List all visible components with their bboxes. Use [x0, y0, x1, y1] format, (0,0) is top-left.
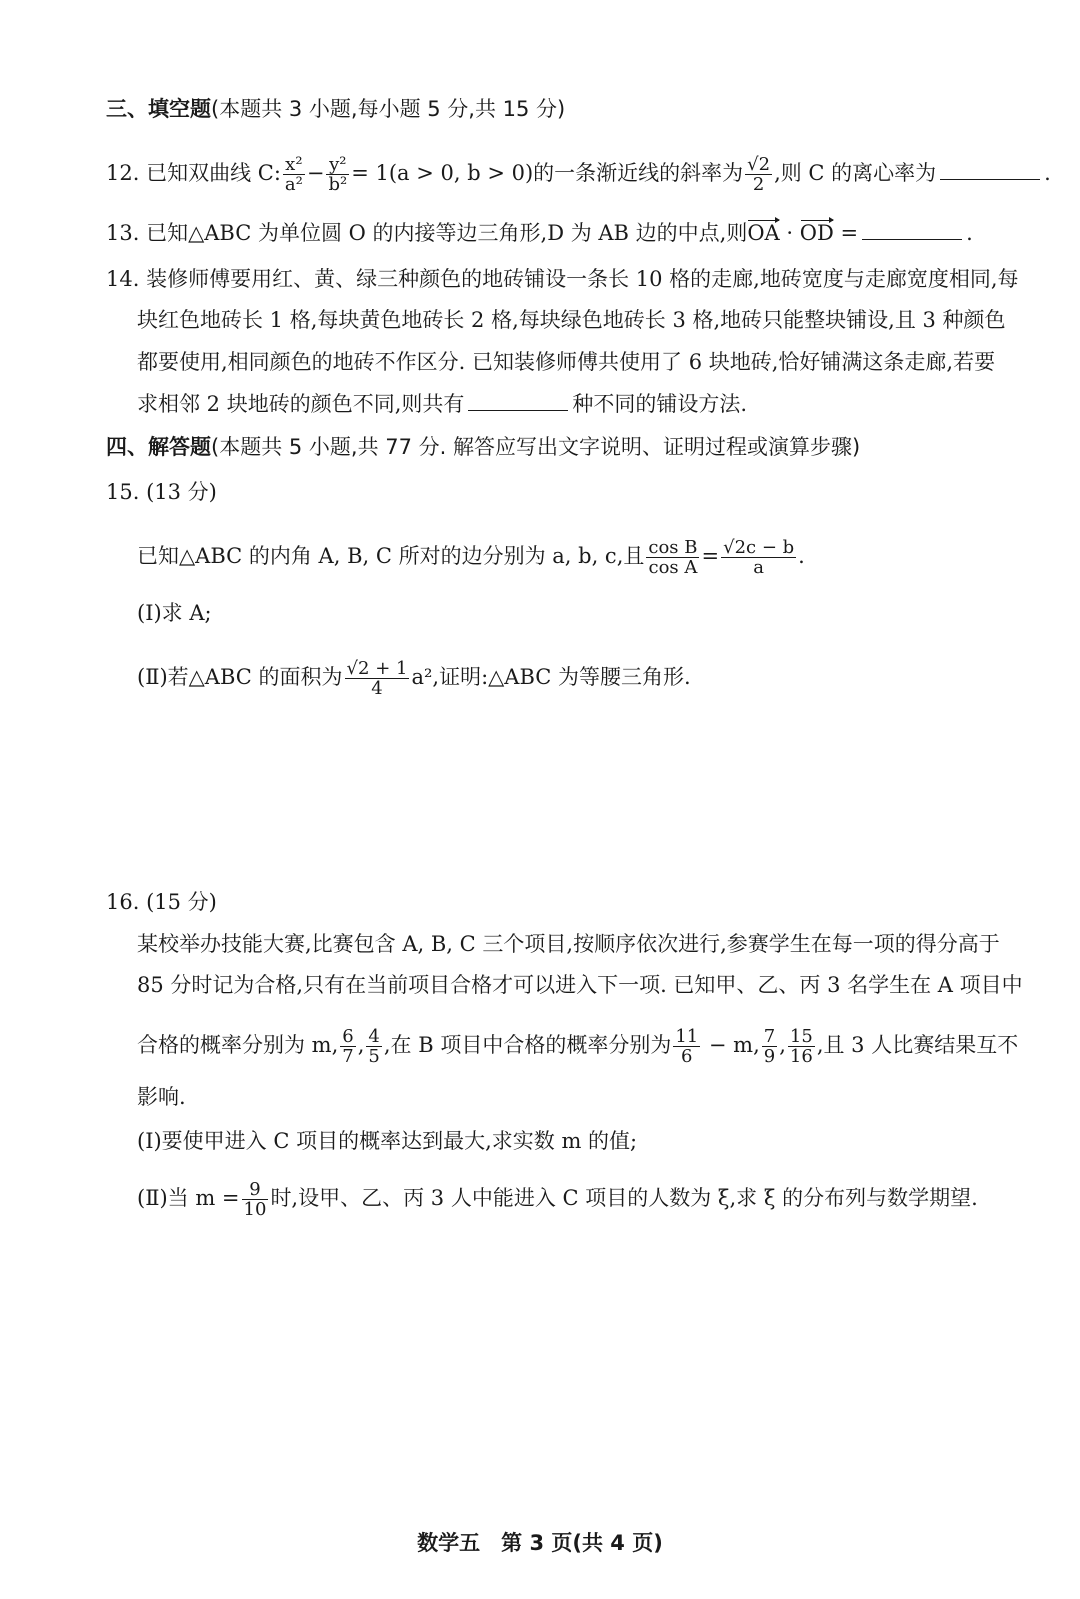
- vector-oa: OA: [747, 218, 779, 248]
- question-15-part-2: (Ⅱ)若△ABC 的面积为 $\frac{√2 + 1}{4}$ a²,证明:△ABC 为等腰三角形.: [137, 658, 691, 699]
- fraction-4-5: $\frac{4}{5}$: [368, 1026, 380, 1067]
- fraction-cosb-cosa: $\frac{\text{cos B}}{\text{cos A}}$: [648, 537, 698, 578]
- question-16-heading: 16. (15 分): [106, 890, 217, 914]
- fraction-15-16: $\frac{15}{16}$: [789, 1026, 813, 1067]
- question-16-line-3: 合格的概率分别为 m, $\frac{6}{7}$ , $\frac{4}{5}$ ,在 B 项目中合格的概率分别为 $\frac{11}{6}$ − m, $\frac{7}{9}$ , $\frac{15}{16}$ ,且 3 人比赛结果互不: [137, 1026, 1019, 1067]
- fraction-x2-a2: $\frac{\text{x²}}{\text{a²}}$: [284, 154, 303, 195]
- question-14-line-4: 求相邻 2 块地砖的颜色不同,则共有 种不同的铺设方法.: [137, 392, 748, 416]
- section-4-heading: 四、解答题(本题共 5 小题,共 77 分. 解答应写出文字说明、证明过程或演算步骤): [106, 435, 861, 459]
- answer-blank-14: [468, 392, 568, 411]
- fraction-6-7: $\frac{6}{7}$: [342, 1026, 354, 1067]
- question-12: 12. 已知双曲线 C: $\frac{\text{x²}}{\text{a²}}$ − $\frac{\text{y²}}{\text{b²}}$ = 1(a > 0, b > 0)的一条渐近线的斜率为 $\frac{√2}{2}$ ,则 C 的离心率为 .: [106, 154, 1051, 195]
- question-15-part-1: (Ⅰ)求 A;: [137, 601, 212, 625]
- vector-od: OD: [800, 218, 834, 248]
- fraction-y2-b2: $\frac{\text{y²}}{\text{b²}}$: [328, 154, 348, 195]
- question-16-line-1: 某校举办技能大赛,比赛包含 A, B, C 三个项目,按顺序依次进行,参赛学生在每一项的得分高于: [137, 932, 1000, 956]
- question-14-line-2: 块红色地砖长 1 格,每块黄色地砖长 2 格,每块绿色地砖长 3 格,地砖只能整块铺设,且 3 种颜色: [137, 308, 1006, 332]
- question-16-part-1: (Ⅰ)要使甲进入 C 项目的概率达到最大,求实数 m 的值;: [137, 1129, 638, 1153]
- question-13: 13. 已知△ABC 为单位圆 O 的内接等边三角形,D 为 AB 边的中点,则OA · OD = .: [106, 218, 973, 248]
- fraction-9-10: $\frac{9}{10}$: [243, 1179, 267, 1220]
- question-15-stem: 已知△ABC 的内角 A, B, C 所对的边分别为 a, b, c,且 $\frac{\text{cos B}}{\text{cos A}}$ = $\frac{√2c - b}{a}$ .: [137, 537, 805, 578]
- question-14-line-3: 都要使用,相同颜色的地砖不作区分. 已知装修师傅共使用了 6 块地砖,恰好铺满这条走廊,若要: [137, 350, 996, 374]
- answer-blank-12: [940, 161, 1040, 180]
- fraction-sqrt2c-b-a: $\frac{√2c - b}{a}$: [723, 537, 795, 578]
- fraction-7-9: $\frac{7}{9}$: [763, 1026, 776, 1067]
- question-16-part-2: (Ⅱ)当 m = $\frac{9}{10}$ 时,设甲、乙、丙 3 人中能进入 C 项目的人数为 ξ,求 ξ 的分布列与数学期望.: [137, 1179, 978, 1220]
- question-16-line-4: 影响.: [137, 1085, 186, 1109]
- question-16-line-2: 85 分时记为合格,只有在当前项目合格才可以进入下一项. 已知甲、乙、丙 3 名学生在 A 项目中: [137, 973, 1023, 997]
- answer-blank-13: [862, 221, 962, 240]
- fraction-11-6: $\frac{11}{6}$: [675, 1026, 699, 1067]
- section-3-heading: 三、填空题(本题共 3 小题,每小题 5 分,共 15 分): [106, 97, 566, 121]
- fraction-sqrt2-2: $\frac{√2}{2}$: [747, 154, 771, 195]
- page-footer: 数学五 第 3 页(共 4 页): [417, 1531, 663, 1555]
- question-14-line-1: 14. 装修师傅要用红、黄、绿三种颜色的地砖铺设一条长 10 格的走廊,地砖宽度与走廊宽度相同,每: [106, 267, 1019, 291]
- question-15-heading: 15. (13 分): [106, 480, 217, 504]
- fraction-area: $\frac{√2 + 1}{4}$: [346, 658, 408, 699]
